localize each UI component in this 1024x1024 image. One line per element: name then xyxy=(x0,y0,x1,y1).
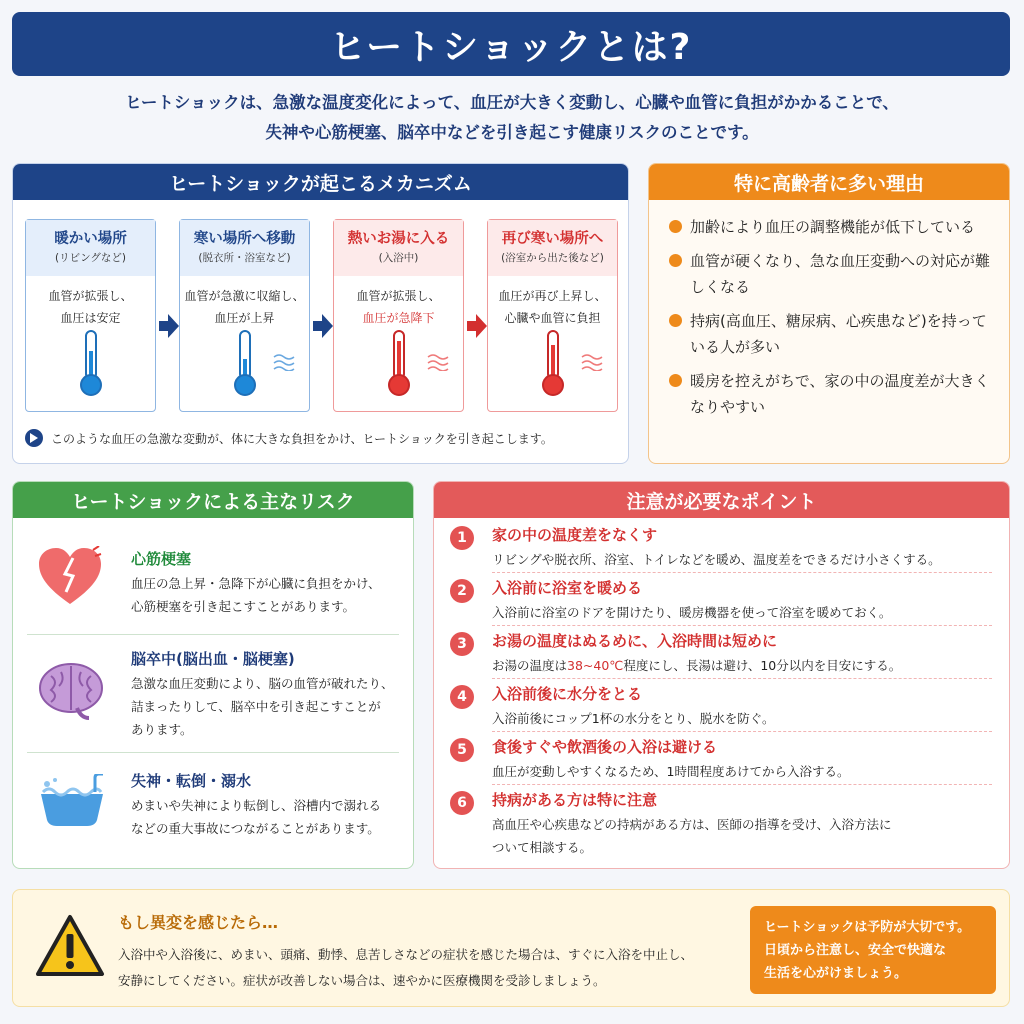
risk-description xyxy=(131,672,406,741)
intro-text xyxy=(20,88,1004,148)
point-text: お湯の温度は xyxy=(492,658,568,673)
step-subtitle: (脱衣所・浴室など) xyxy=(198,252,291,264)
step-hot-bath xyxy=(333,219,464,412)
point-title: 持病がある方は特に注意 xyxy=(492,791,658,809)
point-number: 2 xyxy=(450,579,474,603)
step-text-highlight: 血圧が急降下 xyxy=(362,311,435,325)
heat-waves-icon xyxy=(427,353,449,371)
heat-waves-icon xyxy=(581,353,603,371)
reason-item xyxy=(669,214,993,240)
warning-icon xyxy=(35,914,105,978)
risk-description xyxy=(131,572,406,618)
risk-text: あります。 xyxy=(131,722,193,737)
mechanism-heading: ヒートショックが起こるメカニズム xyxy=(13,164,628,200)
bathtub-icon xyxy=(37,774,107,830)
reason-text: 血管が硬くなり、急な血圧変動への対応が難しくなる xyxy=(690,252,991,296)
callout-line: 日頃から注意し、安全で快適な xyxy=(764,943,947,958)
point-title: 入浴前後に水分をとる xyxy=(492,685,643,703)
point-title: 家の中の温度差をなくす xyxy=(492,526,658,544)
divider xyxy=(492,678,992,679)
reasons-heading: 特に高齢者に多い理由 xyxy=(649,164,1009,200)
caution-points-panel xyxy=(433,481,1010,869)
mechanism-note xyxy=(25,429,553,447)
risk-heart-attack xyxy=(27,530,399,642)
step-text: 血圧が上昇 xyxy=(214,311,275,325)
risk-description xyxy=(131,794,406,840)
risk-text: 詰まったりして、脳卒中を引き起こすことが xyxy=(131,699,381,714)
risks-heading: ヒートショックによる主なリスク xyxy=(13,482,413,518)
point-description: 血圧が変動しやすくなるため、1時間程度あけてから入浴する。 xyxy=(492,764,850,779)
intro-line-1: ヒートショックは、急激な温度変化によって、血圧が大きく変動し、心臓や血管に負担がかかることで、 xyxy=(125,93,899,112)
point-number: 6 xyxy=(450,791,474,815)
step-subtitle: (リビングなど) xyxy=(55,252,126,264)
step-cold-again xyxy=(487,219,618,412)
point-description xyxy=(492,654,992,677)
arrow-right-icon xyxy=(467,314,487,338)
play-icon xyxy=(25,429,43,447)
reason-item xyxy=(669,248,993,300)
risk-text: などの重大事故につながることがあります。 xyxy=(131,821,380,836)
reason-item xyxy=(669,308,993,360)
step-text: 血管が拡張し、 xyxy=(48,289,133,303)
step-subtitle: (浴室から出た後など) xyxy=(501,252,604,264)
point-number: 3 xyxy=(450,632,474,656)
thermometer-icon xyxy=(540,329,566,399)
step-text: 血圧が再び上昇し、 xyxy=(498,289,607,303)
divider xyxy=(492,784,992,785)
risk-text: めまいや失神により転倒し、浴槽内で溺れる xyxy=(131,798,382,813)
divider xyxy=(27,752,399,753)
alert-line: 安静にしてください。症状が改善しない場合は、速やかに医療機関を受診しましょう。 xyxy=(118,973,606,988)
thermometer-icon xyxy=(386,329,412,399)
step-text: 血管が拡張し、 xyxy=(356,289,441,303)
reason-text: 加齢により血圧の調整機能が低下している xyxy=(690,218,976,236)
point-number: 1 xyxy=(450,526,474,550)
divider xyxy=(492,625,992,626)
broken-heart-icon xyxy=(37,546,103,608)
risk-text: 血圧の急上昇・急降下が心臓に負担をかけ、 xyxy=(131,576,381,591)
divider xyxy=(492,731,992,732)
step-subtitle: (入浴中) xyxy=(378,252,419,264)
risks-panel xyxy=(12,481,414,869)
step-title: 熱いお湯に入る xyxy=(347,231,450,247)
elderly-reasons-panel xyxy=(648,163,1010,464)
alert-line: 入浴中や入浴後に、めまい、頭痛、動悸、息苦しさなどの症状を感じた場合は、すぐに入浴を中止し、 xyxy=(118,947,694,962)
risk-title: 失神・転倒・溺水 xyxy=(131,772,252,790)
step-text: 血管が急激に収縮し、 xyxy=(184,289,305,303)
points-heading: 注意が必要なポイント xyxy=(434,482,1009,518)
point-title: お湯の温度はぬるめに、入浴時間は短めに xyxy=(492,632,778,650)
reason-text: 持病(高血圧、糖尿病、心疾患など)を持っている人が多い xyxy=(690,312,987,356)
alert-box xyxy=(12,889,1010,1007)
prevention-callout xyxy=(750,906,996,994)
alert-title: もし異変を感じたら… xyxy=(118,913,279,932)
bullet-icon xyxy=(669,220,682,233)
risk-fall-drowning xyxy=(27,756,399,868)
divider xyxy=(27,634,399,635)
callout-line: 生活を心がけましょう。 xyxy=(764,966,908,981)
bullet-icon xyxy=(669,314,682,327)
reason-item xyxy=(669,368,993,420)
bullet-icon xyxy=(669,254,682,267)
step-cold-place xyxy=(179,219,310,412)
risk-title: 心筋梗塞 xyxy=(131,550,192,568)
alert-text xyxy=(118,942,738,994)
risk-text: 心筋梗塞を引き起こすことがあります。 xyxy=(131,599,356,614)
step-title: 暖かい場所 xyxy=(54,231,127,247)
intro-line-2: 失神や心筋梗塞、脳卒中などを引き起こす健康リスクのことです。 xyxy=(265,123,759,142)
risk-title: 脳卒中(脳出血・脳梗塞) xyxy=(131,650,295,668)
point-description: 入浴前に浴室のドアを開けたり、暖房機器を使って浴室を暖めておく。 xyxy=(492,605,892,620)
step-title: 寒い場所へ移動 xyxy=(193,231,296,247)
divider xyxy=(492,572,992,573)
callout-line: ヒートショックは予防が大切です。 xyxy=(764,920,971,935)
point-description: リビングや脱衣所、浴室、トイレなどを暖め、温度差をできるだけ小さくする。 xyxy=(492,552,941,567)
thermometer-icon xyxy=(232,329,258,399)
arrow-right-icon xyxy=(313,314,333,338)
point-text: 高血圧や心疾患などの持病がある方は、医師の指導を受け、入浴方法に xyxy=(492,817,892,832)
step-text: 心臓や血管に負担 xyxy=(504,311,601,325)
cold-waves-icon xyxy=(273,353,295,371)
temperature-highlight: 38~40℃ xyxy=(567,658,624,673)
risk-text: 急激な血圧変動により、脳の血管が破れたり、 xyxy=(131,676,394,691)
point-text: 程度にし、長湯は避け、10分以内を目安にする。 xyxy=(623,658,902,673)
arrow-right-icon xyxy=(159,314,179,338)
thermometer-icon xyxy=(78,329,104,399)
point-title: 食後すぐや飲酒後の入浴は避ける xyxy=(492,738,718,756)
step-text: 血圧は安定 xyxy=(60,311,121,325)
mechanism-panel xyxy=(12,163,629,464)
point-title: 入浴前に浴室を暖める xyxy=(492,579,643,597)
mechanism-note-text: このような血圧の急激な変動が、体に大きな負担をかけ、ヒートショックを引き起こします。 xyxy=(51,431,553,446)
point-description xyxy=(492,813,992,859)
page-title: ヒートショックとは? xyxy=(12,12,1010,76)
step-warm-place xyxy=(25,219,156,412)
point-description: 入浴前後にコップ1杯の水分をとり、脱水を防ぐ。 xyxy=(492,711,775,726)
point-text: ついて相談する。 xyxy=(492,840,593,855)
point-number: 5 xyxy=(450,738,474,762)
step-title: 再び寒い場所へ xyxy=(501,231,604,247)
bullet-icon xyxy=(669,374,682,387)
reason-text: 暖房を控えがちで、家の中の温度差が大きくなりやすい xyxy=(690,372,990,416)
point-number: 4 xyxy=(450,685,474,709)
brain-icon xyxy=(37,660,105,722)
risk-stroke xyxy=(27,638,399,750)
